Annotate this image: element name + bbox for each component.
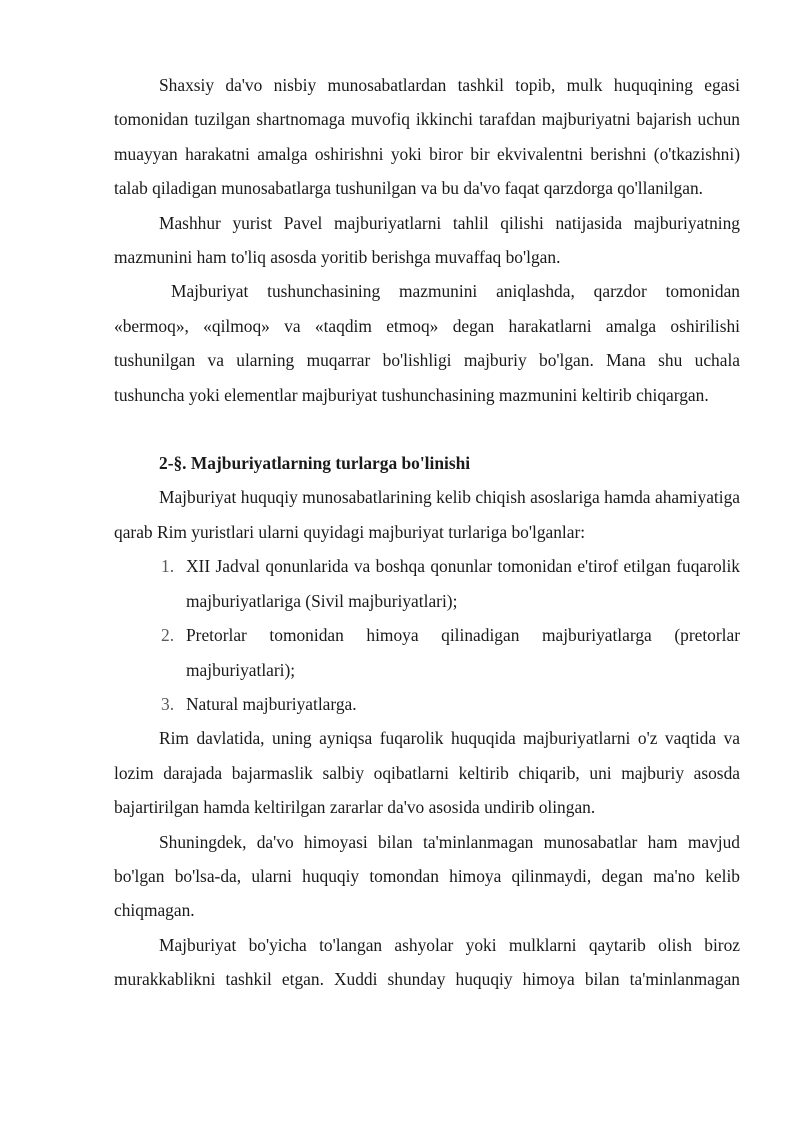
list-item-text: Natural majburiyatlarga. [186, 693, 357, 714]
list-item-text: XII Jadval qonunlarida va boshqa qonunlar tomonidan e'tirof etilgan fuqarolik majburiyatlariga (Sivil majburiyatlari); [186, 556, 740, 611]
list-item [114, 549, 740, 618]
numbered-list [114, 549, 740, 721]
paragraph: Mashhur yurist Pavel majburiyatlarni tahlil qilishi natijasida majburiyatning mazmunini ham to'liq asosda yoritib berishga muvaffaq bo'lgan. [114, 212, 740, 268]
paragraph: Rim davlatida, uning ayniqsa fuqarolik huquqida majburiyatlarni o'z vaqtida va lozim darajada bajarmaslik salbiy oqibatlarni keltirib chiqarib, uni majburiy asosda bajartirilgan hamda keltirilgan zararlar da'vo asosida undirib olingan. [114, 728, 740, 818]
list-item [114, 618, 740, 687]
document-page [114, 68, 740, 997]
list-item-text: Pretorlar tomonidan himoya qilinadigan majburiyatlarga (pretorlar majburiyatlari); [186, 625, 740, 680]
list-number: 1. [161, 556, 175, 577]
list-item [114, 687, 740, 721]
paragraph: Majburiyat tushunchasining mazmunini aniqlashda, qarzdor tomonidan «bermoq», «qilmoq» va «taqdim etmoq» degan harakatlarni amalga oshirilishi tushunilgan va ularning muqarrar bo'lishligi majburiy bo'lgan. Mana shu uchala tushuncha yoki elementlar majburiyat tushunchasining mazmunini keltirib chiqargan. [114, 281, 740, 405]
paragraph: Majburiyat bo'yicha to'langan ashyolar yoki mulklarni qaytarib olish biroz murakkablikni tashkil etgan. Xuddi shunday huquqiy himoya bilan ta'minlanmagan [114, 934, 740, 990]
paragraph: Shaxsiy da'vo nisbiy munosabatlardan tashkil topib, mulk huquqining egasi tomonidan tuzilgan shartnomaga muvofiq ikkinchi tarafdan majburiyatni bajarish uchun muayyan harakatni amalga oshirishni yoki biror bir ekvivalentni berishni (o'tkazishni) talab qiladigan munosabatlarga tushunilgan va bu da'vo faqat qarzdorga qo'llanilgan. [114, 75, 740, 199]
blank-line [114, 412, 740, 446]
list-number: 3. [161, 693, 175, 714]
paragraph: Shuningdek, da'vo himoyasi bilan ta'minlanmagan munosabatlar ham mavjud bo'lgan bo'lsa-da, ularni huquqiy tomondan himoya qilinmaydi, degan ma'no kelib chiqmagan. [114, 831, 740, 921]
section-heading: 2-§. Majburiyatlarning turlarga bo'linishi [159, 453, 471, 474]
paragraph: Majburiyat huquqiy munosabatlarining kelib chiqish asoslariga hamda ahamiyatiga qarab Rim yuristlari ularni quyidagi majburiyat turlariga bo'lganlar: [114, 487, 740, 542]
list-number: 2. [161, 625, 175, 646]
